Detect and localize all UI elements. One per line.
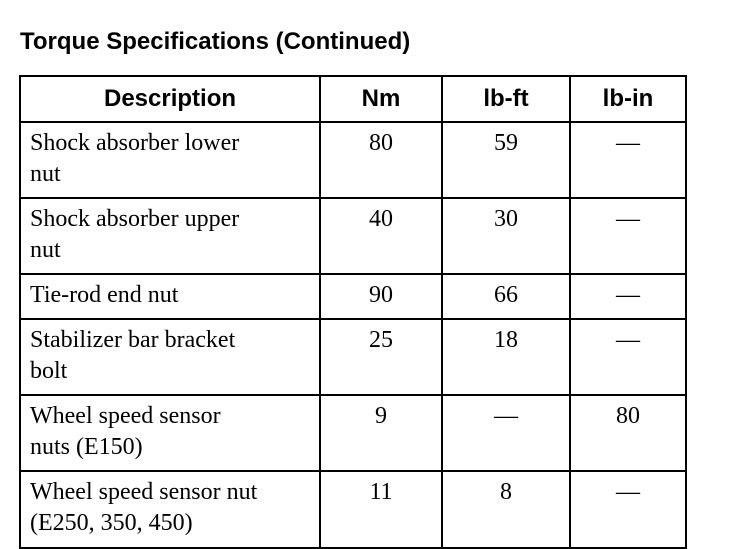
cell-description xyxy=(20,395,320,471)
table-row xyxy=(20,122,686,198)
description-line: bolt xyxy=(30,358,68,384)
cell-lb-ft: 30 xyxy=(442,198,570,274)
cell-lb-in: — xyxy=(570,122,686,198)
cell-description xyxy=(20,319,320,395)
cell-lb-ft: 59 xyxy=(442,122,570,198)
table-header-row xyxy=(20,76,686,122)
description-line: nut xyxy=(30,161,61,187)
description-line: Tie-rod end nut xyxy=(30,282,179,308)
cell-lb-in: — xyxy=(570,319,686,395)
column-header-nm: Nm xyxy=(320,76,442,122)
cell-nm: 11 xyxy=(320,471,442,548)
cell-description xyxy=(20,274,320,319)
cell-description xyxy=(20,471,320,548)
cell-nm: 80 xyxy=(320,122,442,198)
description-line: (E250, 350, 450) xyxy=(30,510,193,536)
column-header-lb-ft: lb-ft xyxy=(442,76,570,122)
table-row xyxy=(20,198,686,274)
description-line: nut xyxy=(30,237,61,263)
cell-lb-ft: 66 xyxy=(442,274,570,319)
description-line: Wheel speed sensor nut xyxy=(30,479,258,505)
cell-nm: 9 xyxy=(320,395,442,471)
cell-lb-in: — xyxy=(570,274,686,319)
cell-nm: 25 xyxy=(320,319,442,395)
cell-description xyxy=(20,198,320,274)
cell-description xyxy=(20,122,320,198)
cell-lb-ft: 8 xyxy=(442,471,570,548)
table-row xyxy=(20,319,686,395)
cell-lb-ft: — xyxy=(442,395,570,471)
table-row xyxy=(20,471,686,548)
column-header-description: Description xyxy=(20,76,320,122)
cell-lb-in: 80 xyxy=(570,395,686,471)
cell-lb-in: — xyxy=(570,471,686,548)
cell-lb-ft: 18 xyxy=(442,319,570,395)
description-line: Wheel speed sensor xyxy=(30,403,221,429)
description-line: Shock absorber upper xyxy=(30,206,240,232)
cell-nm: 40 xyxy=(320,198,442,274)
torque-spec-table xyxy=(19,75,687,549)
table-row xyxy=(20,274,686,319)
cell-lb-in: — xyxy=(570,198,686,274)
description-line: nuts (E150) xyxy=(30,434,143,460)
cell-nm: 90 xyxy=(320,274,442,319)
column-header-lb-in: lb-in xyxy=(570,76,686,122)
description-line: Stabilizer bar bracket xyxy=(30,327,236,353)
table-row xyxy=(20,395,686,471)
description-line: Shock absorber lower xyxy=(30,130,240,156)
page-title: Torque Specifications (Continued) xyxy=(20,28,411,55)
